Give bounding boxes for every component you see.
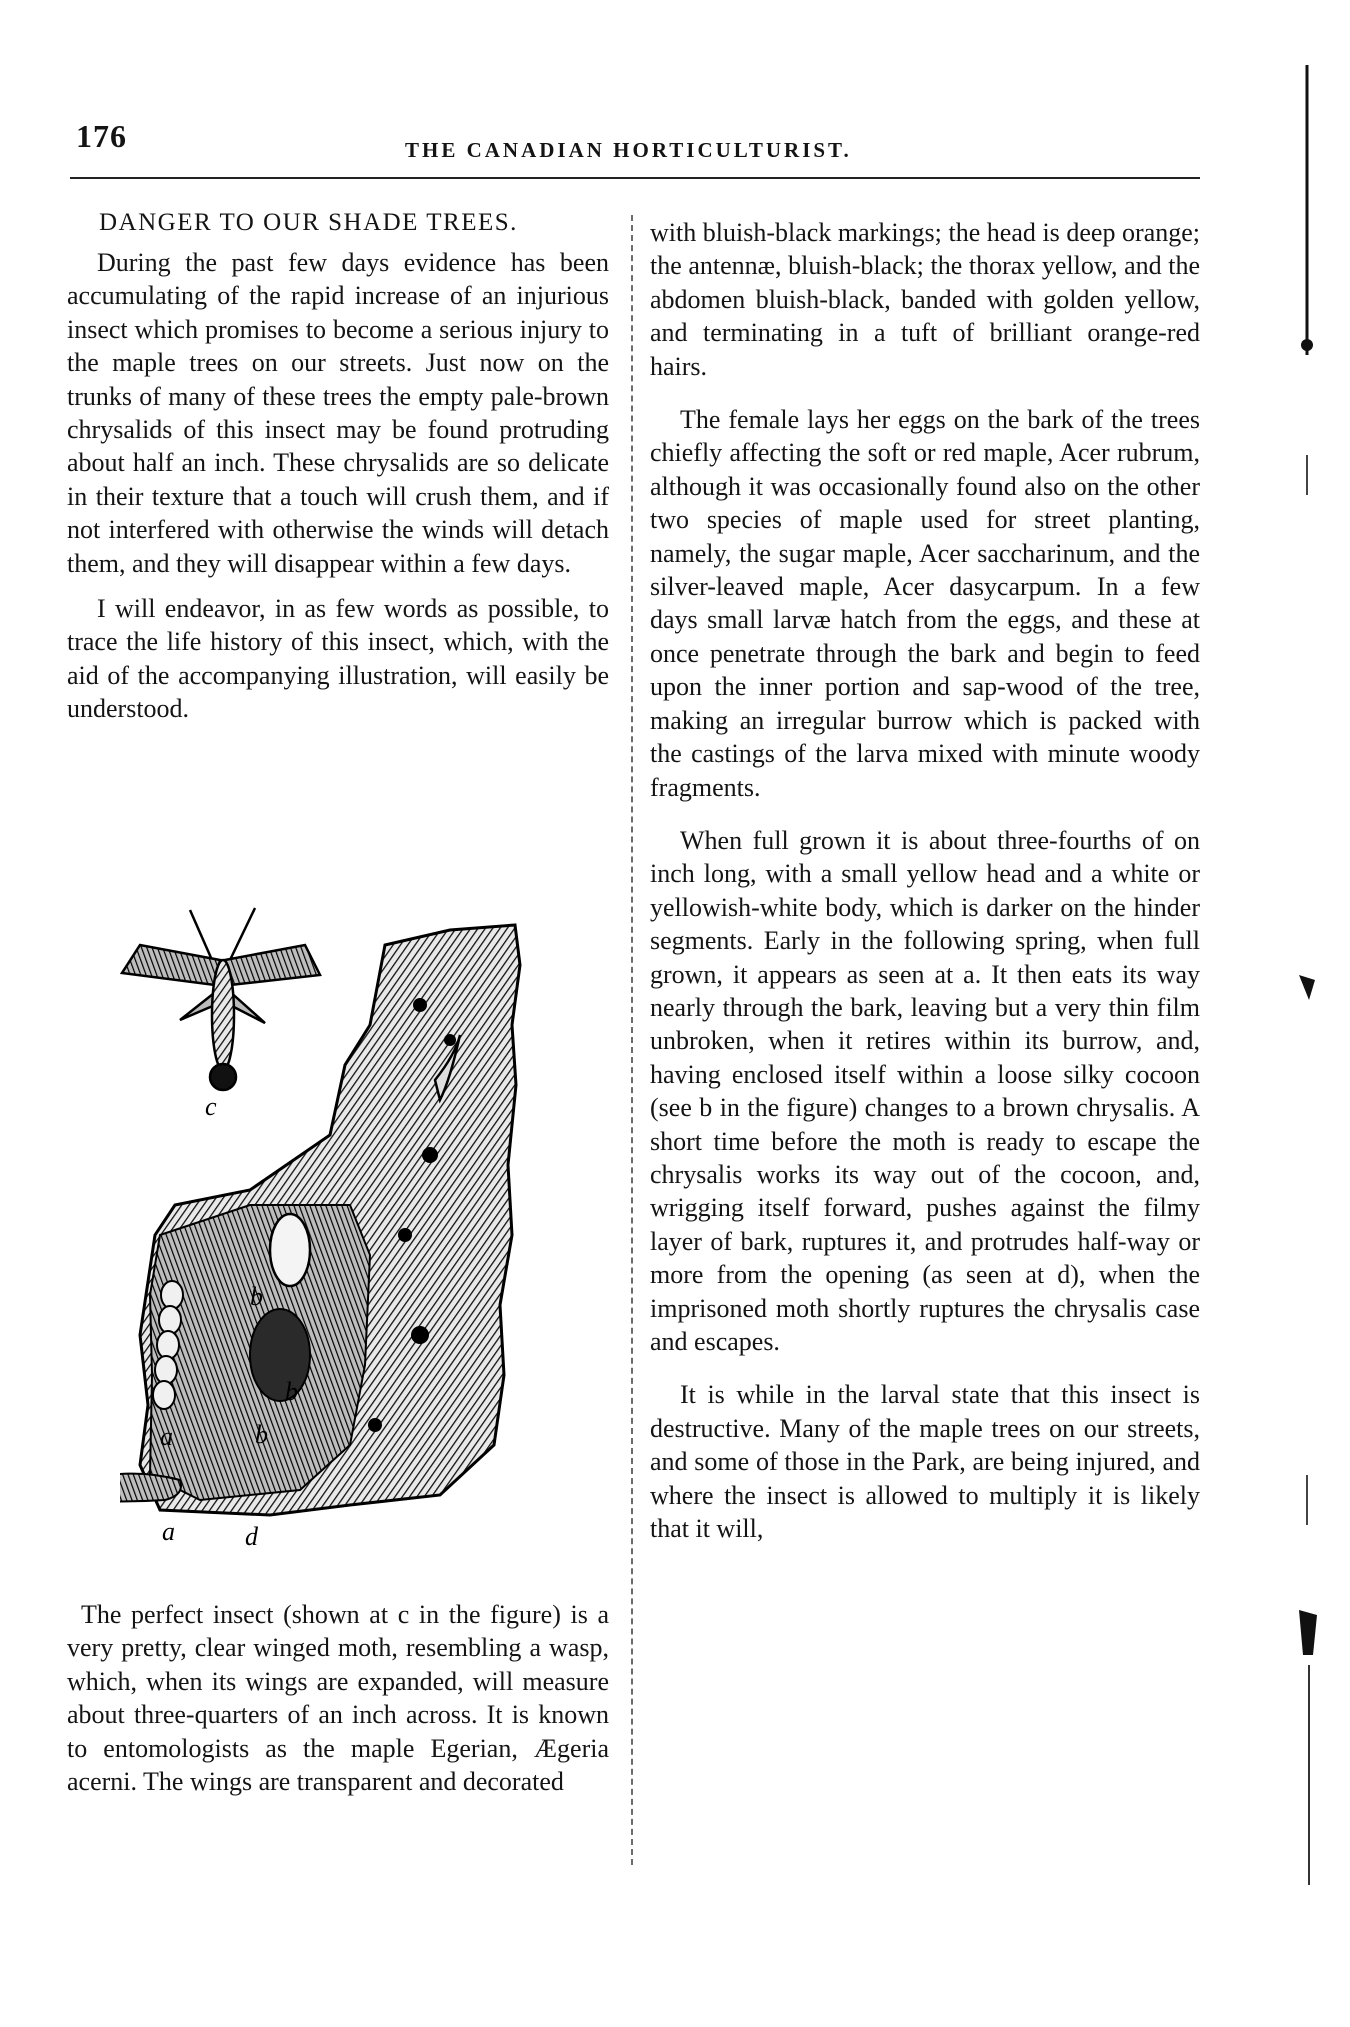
right-column — [650, 216, 1200, 1565]
paragraph: During the past few days evidence has been accumulating of the rapid increase of an injurious insect which promises to become a serious injury to the maple trees on our streets. Just now on the trunks of many of these trees the empty pale-brown chrysalids of this insect may be found protruding about half an inch. These chrysalids are so delicate in their texture that a touch will crush them, and if not interfered with otherwise the winds will detach them, and they will disappear within a few days. — [67, 248, 609, 578]
larva-lower-body — [120, 1474, 181, 1502]
scan-margin-marks — [1295, 55, 1325, 1905]
column-divider — [631, 215, 633, 1865]
paragraph: When full grown it is about three-fourths of on inch long, with a small yellow head and a white or yellowish-white body, which is darker on the hinder segments. Early in the following spring, when full grown, it appears as seen at a. It then eats its way nearly through the bark, leaving but a very thin film unbroken, when it retires within its burrow, and, having enclosed itself within a loose silky cocoon (see b in the figure) changes to a brown chrysalis. A short time before the moth is ready to escape the chrysalis works its way out of the cocoon, and, wrigging itself forward, pushes against the filmy layer of bark, ruptures it, and protrudes half-way or more from the opening (as seen at d), when the imprisoned moth shortly ruptures the chrysalis case and escapes. — [650, 825, 1200, 1356]
label-d: d — [245, 1522, 258, 1551]
left-column — [67, 206, 609, 738]
cocoon-mid — [250, 1309, 310, 1401]
label-a-bark: a — [160, 1422, 173, 1451]
paragraph: with bluish-black markings; the head is deep orange; the antennæ, bluish-black; the thorax yellow, and the abdomen bluish-black, banded with golden yellow, and terminating in a tuft of brilliant orange-red hairs. — [650, 218, 1200, 381]
moth — [122, 908, 320, 1090]
label-b-lower: b — [255, 1420, 268, 1449]
label-b-upper: b — [250, 1282, 263, 1311]
running-head: THE CANADIAN HORTICULTURIST. — [405, 138, 852, 162]
cocoon-upper — [270, 1214, 310, 1286]
label-b-mid: b — [285, 1377, 298, 1406]
paragraph: The perfect insect (shown at c in the figure) is a very pretty, clear winged moth, resembling a wasp, which, when its wings are expanded, will measure about three-quarters of an inch across. It is known to entomologists as the maple Egerian, Ægeria acerni. The wings are transparent and decorated — [67, 1600, 609, 1797]
paragraph: I will endeavor, in as few words as possible, to trace the life history of this insect, which, with the aid of the accompanying illustration, will easily be understood. — [67, 594, 609, 724]
page-number: 176 — [76, 118, 127, 154]
paragraph: It is while in the larval state that this insect is destructive. Many of the maple trees on our streets, and some of those in the Park, are being injured, and where the insect is allowed to multiply it is likely that it will, — [650, 1380, 1200, 1544]
label-a-below: a — [162, 1517, 175, 1546]
illustration-svg — [120, 905, 620, 1565]
moth-illustration — [120, 905, 620, 1565]
paragraph: The female lays her eggs on the bark of the trees chiefly affecting the soft or red maple, Acer rubrum, although it was occasionally found also on the other two species of maple used for street planting, namely, the sugar maple, Acer saccharinum, and the silver-leaved maple, Acer dasycarpum. In a few days small larvæ hatch from the eggs, and these at once penetrate through the bark and begin to feed upon the inner portion and sap-wood of the tree, making an irregular burrow which is packed with the castings of the larva mixed with minute woody fragments. — [650, 405, 1200, 802]
left-column-lower — [67, 1598, 609, 1810]
header-rule — [70, 177, 1200, 179]
article-title: DANGER TO OUR SHADE TREES. — [99, 209, 518, 236]
label-c: c — [205, 1092, 217, 1121]
